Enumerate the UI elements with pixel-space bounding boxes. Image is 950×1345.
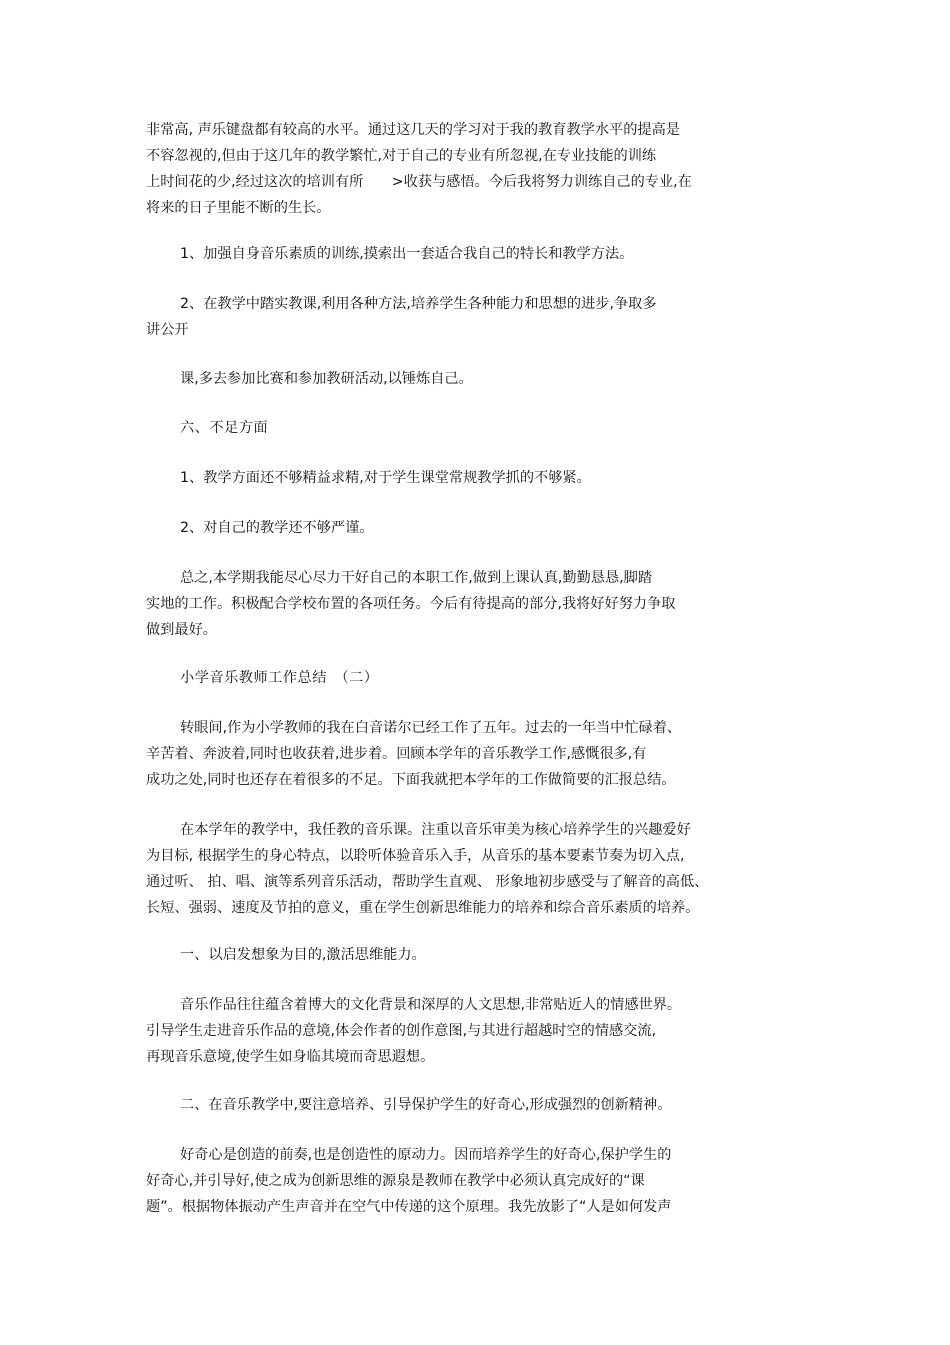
list-item-2-continuation bbox=[146, 366, 806, 392]
text-line: 成功之处,同时也还存在着很多的不足。下面我就把本学年的工作做简要的汇报总结。 bbox=[146, 772, 676, 788]
text-line: 做到最好。 bbox=[146, 622, 217, 638]
text-line: 在本学年的教学中，我任教的音乐课。注重以音乐审美为核心培养学生的兴趣爱好 bbox=[180, 822, 691, 838]
text-line: 长短、强弱、速度及节拍的意义，重在学生创新思维能力的培养和综合音乐素质的培养。 bbox=[146, 900, 700, 916]
paragraph-skill-training bbox=[146, 117, 806, 221]
list-item-2 bbox=[146, 291, 806, 343]
text-line: 辛苦着、奔波着,同时也收获着,进步着。回顾本学年的音乐教学工作,感慨很多,有 bbox=[146, 746, 647, 762]
paragraph-teaching-goals bbox=[146, 817, 806, 921]
section-title: 小学音乐教师工作总结 （二） bbox=[180, 670, 379, 686]
text-line: 为目标, 根据学生的身心特点，以聆听体验音乐入手，从音乐的基本要素节奏为切入点, bbox=[146, 848, 685, 864]
text-line: 转眼间,作为小学教师的我在白音诺尔已经工作了五年。过去的一年当中忙碌着、 bbox=[180, 720, 682, 736]
paragraph-music-works bbox=[146, 992, 806, 1070]
text-line: 2、对自己的教学还不够严谨。 bbox=[180, 520, 374, 536]
text-line: 总之,本学期我能尽心尽力干好自己的本职工作,做到上课认真,勤勤恳恳,脚踏 bbox=[180, 570, 653, 586]
text-line: 非常高, 声乐键盘都有较高的水平。通过这几天的学习对于我的教育教学水平的提高是 bbox=[146, 122, 680, 138]
text-line: 通过听、 拍、唱、演等系列音乐活动，帮助学生直观、 形象地初步感受与了解音的高低、 bbox=[146, 874, 709, 890]
text-line: 1、加强自身音乐素质的训练,摸索出一套适合我自己的特长和教学方法。 bbox=[180, 246, 634, 262]
text-line: 上时间花的少,经过这次的培训有所 >收获与感悟。今后我将努力训练自己的专业,在 bbox=[146, 174, 692, 190]
section-heading: 二、在音乐教学中,要注意培养、引导保护学生的好奇心,形成强烈的创新精神。 bbox=[180, 1097, 672, 1113]
section-heading-shortcomings bbox=[146, 415, 806, 441]
paragraph-curiosity bbox=[146, 1142, 806, 1220]
text-line: 将来的日子里能不断的生长。 bbox=[146, 200, 331, 216]
text-line: 实地的工作。积极配合学校布置的各项任务。今后有待提高的部分,我将好好努力争取 bbox=[146, 596, 676, 612]
text-line: 2、在教学中踏实教课,利用各种方法,培养学生各种能力和思想的进步,争取多 bbox=[180, 296, 657, 312]
section-heading: 一、以启发想象为目的,激活思维能力。 bbox=[180, 947, 426, 963]
paragraph-conclusion bbox=[146, 565, 806, 643]
list-item-1 bbox=[146, 241, 806, 267]
text-line: 1、教学方面还不够精益求精,对于学生课堂常规教学抓的不够紧。 bbox=[180, 470, 591, 486]
shortcoming-item-2 bbox=[146, 515, 806, 541]
paragraph-review bbox=[146, 715, 806, 793]
text-line: 讲公开 bbox=[146, 322, 189, 338]
section-heading-imagination bbox=[146, 942, 806, 968]
shortcoming-item-1 bbox=[146, 465, 806, 491]
section-heading-curiosity bbox=[146, 1092, 806, 1118]
text-line: 音乐作品往往蕴含着博大的文化背景和深厚的人文思想,非常贴近人的情感世界。 bbox=[180, 997, 682, 1013]
text-line: 好奇心,并引导好,使之成为创新思维的源泉是教师在教学中必须认真完成好的“课 bbox=[146, 1173, 645, 1189]
text-line: 好奇心是创造的前奏,也是创造性的原动力。因而培养学生的好奇心,保护学生的 bbox=[180, 1147, 672, 1163]
text-line: 课,多去参加比赛和参加教研活动,以锤炼自己。 bbox=[180, 371, 473, 387]
text-line: 引导学生走进音乐作品的意境,体会作者的创作意图,与其进行超越时空的情感交流, bbox=[146, 1023, 657, 1039]
section-heading: 六、不足方面 bbox=[180, 420, 269, 436]
document-title-part-two bbox=[146, 665, 806, 691]
text-line: 再现音乐意境,使学生如身临其境而奇思遐想。 bbox=[146, 1049, 435, 1065]
text-line: 不容忽视的,但由于这几年的教学繁忙,对于自己的专业有所忽视,在专业技能的训练 bbox=[146, 148, 657, 164]
text-line: 题”。根据物体振动产生声音并在空气中传递的这个原理。我先放影了“人是如何发声 bbox=[146, 1199, 672, 1215]
